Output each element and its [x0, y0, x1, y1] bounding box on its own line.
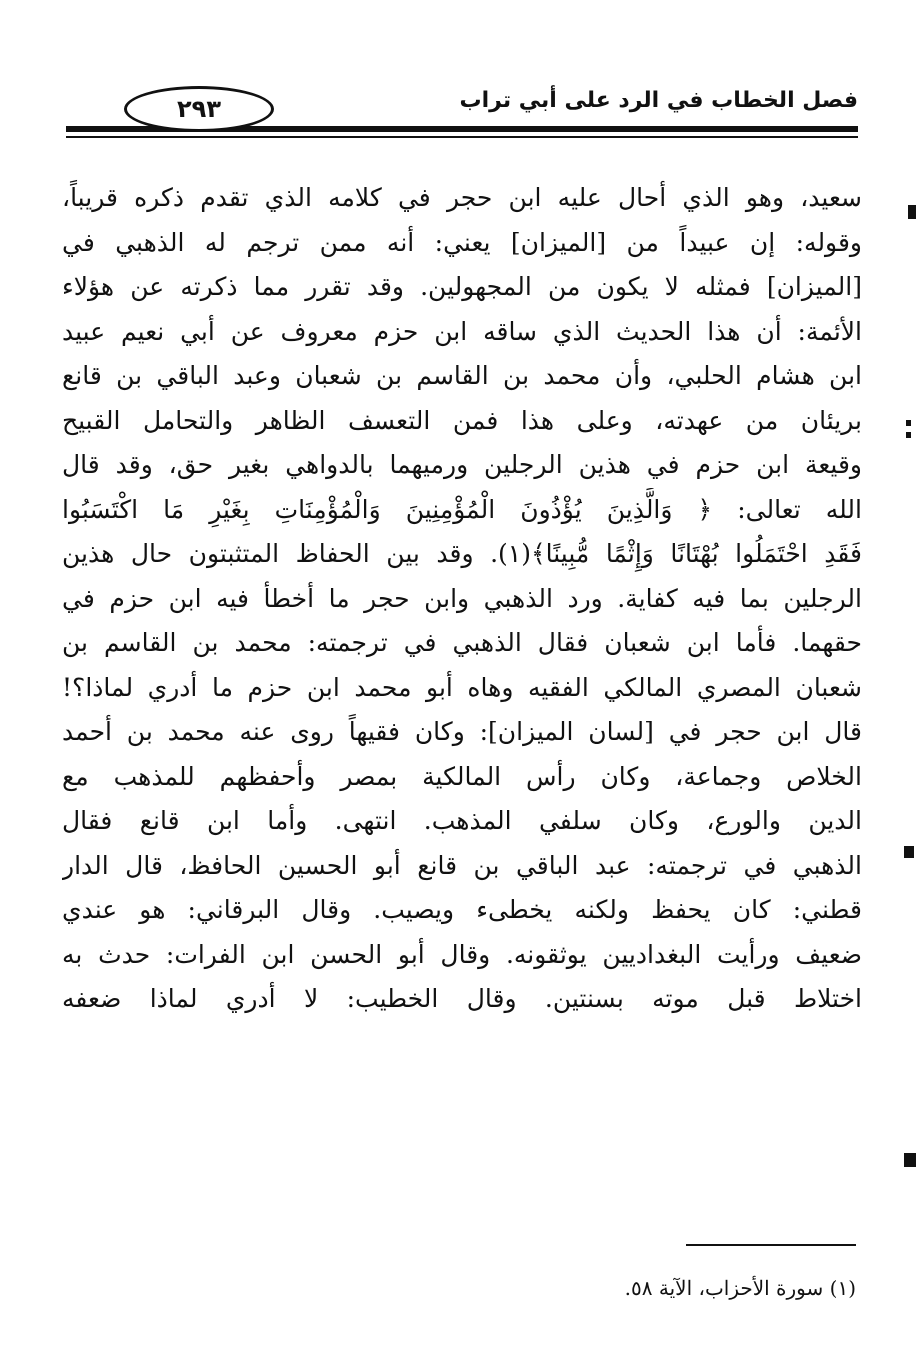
text-line: اختلاط قبل موته بسنتين. وقال الخطيب: لا أدري لماذا ضعفه [62, 984, 862, 1013]
text-line: شعبان المصري المالكي الفقيه وهاه أبو محمد ابن حزم ما أدري لماذا؟! [62, 672, 862, 702]
text-line: وقيعة ابن حزم في هذين الرجلين ورميهما بالدواهي بغير حق، وقد قال [62, 450, 862, 479]
header-rule-thin [66, 136, 858, 138]
page-header [66, 86, 858, 144]
scan-mark [906, 420, 911, 426]
text-line: ابن هشام الحلبي، وأن محمد بن القاسم بن شعبان وعبد الباقي بن قانع [62, 361, 862, 390]
main-text [62, 176, 862, 1022]
text-line: [الميزان] فمثله لا يكون من المجهولين. وقد تقرر مما ذكرته عن هؤلاء [62, 272, 862, 301]
text-line: الأئمة: أن هذا الحديث الذي ساقه ابن حزم معروف عن أبي نعيم عبيد [62, 316, 862, 346]
quran-line: الله تعالى: ﴿ وَالَّذِينَ يُؤْذُونَ الْمُؤْمِنِينَ وَالْمُؤْمِنَاتِ بِغَيْرِ مَا اكْتَسَبُوا [62, 494, 862, 524]
text-line: قال ابن حجر في [لسان الميزان]: وكان فقيهاً روى عنه محمد بن أحمد [62, 717, 862, 746]
text-line: ضعيف ورأيت البغداديين يوثقونه. وقال أبو الحسن ابن الفرات: حدث به [62, 939, 862, 969]
text-line: قطني: كان يحفظ ولكنه يخطىء ويصيب. وقال البرقاني: هو عندي [62, 895, 862, 924]
footnote-separator [686, 1244, 856, 1246]
footnote: (١) سورة الأحزاب، الآية ٥٨. [624, 1276, 856, 1300]
text-line: وقوله: إن عبيداً من [الميزان] يعني: أنه ممن ترجم له الذهبي في [62, 227, 862, 257]
scan-mark [908, 205, 916, 219]
text-line: الذهبي في ترجمته: عبد الباقي بن قانع أبو الحسين الحافظ، قال الدار [62, 850, 862, 880]
text-line: بريئان من عهدته، وعلى هذا فمن التعسف الظاهر والتحامل القبيح [62, 405, 862, 435]
text-line: حقهما. فأما ابن شعبان فقال الذهبي في ترجمته: محمد بن القاسم بن [62, 628, 862, 657]
text-line: الخلاص وجماعة، وكان رأس المالكية بمصر وأحفظهم للمذهب مع [62, 761, 862, 791]
text-line: سعيد، وهو الذي أحال عليه ابن حجر في كلامه الذي تقدم ذكره قريباً، [62, 183, 862, 212]
page-number: ٢٩٣ [124, 86, 274, 132]
scan-mark [904, 846, 914, 858]
scan-mark [904, 1153, 916, 1167]
text-line: الدين والورع، وكان سلفي المذهب. انتهى. وأما ابن قانع فقال [62, 806, 862, 835]
scan-mark [906, 432, 911, 438]
running-title: فصل الخطاب في الرد على أبي تراب [459, 88, 858, 113]
quran-line: فَقَدِ احْتَمَلُوا بُهْتَانًا وَإِثْمًا مُّبِينًا﴾(١). وقد بين الحفاظ المتثبتون حال هذين [62, 539, 862, 568]
text-line: الرجلين بما فيه كفاية. ورد الذهبي وابن حجر ما أخطأ فيه ابن حزم في [62, 583, 862, 613]
